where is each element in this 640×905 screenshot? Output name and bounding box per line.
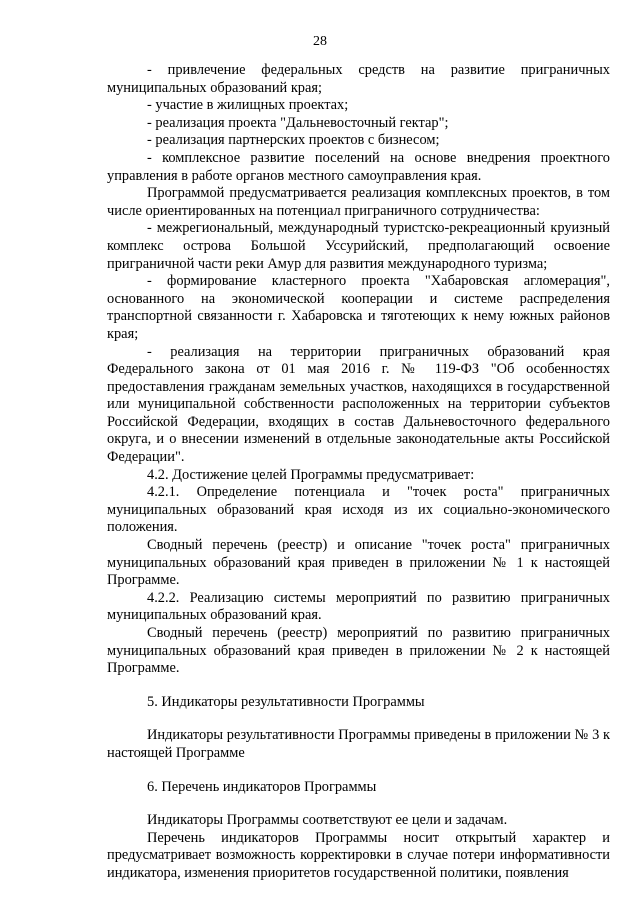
page-number: 28 <box>313 34 327 49</box>
paragraph: - реализация проекта "Дальневосточный гектар"; <box>147 114 449 131</box>
section-5-text: Индикаторы результативности Программы приведены в приложении № 3 к настоящей Программе <box>107 727 610 761</box>
paragraph: - формирование кластерного проекта "Хабаровская агломерация", основанного на экономической кооперации и системе распределения транспортной связанности г. Хабаровска и тяготеющих к нему южных районов края; <box>107 273 610 342</box>
paragraph: - реализация на территории приграничных образований края Федерального закона от 01 мая 2016 г. № 119-ФЗ "Об особенностях предоставления гражданам земельных участков, находящихся в государственной или муниципальной собственности расположенных на территории субъектов Российской Федерации, входящих в состав Дальневосточного федерального округа, и о внесении изменений в отдельные законодательные акты Российской Федерации". <box>107 343 610 466</box>
paragraph: - реализация партнерских проектов с бизнесом; <box>147 132 440 149</box>
document-body <box>107 62 610 883</box>
paragraph: 4.2.2. Реализацию системы мероприятий по развитию приграничных муниципальных образований края. <box>107 589 610 624</box>
section-5-heading: 5. Индикаторы результативности Программы <box>147 693 425 710</box>
paragraph: Сводный перечень (реестр) и описание "точек роста" приграничных муниципальных образований края приведен в приложении № 1 к настоящей Программе. <box>107 537 610 589</box>
section-6-paragraph: Перечень индикаторов Программы носит открытый характер и предусматривает возможность корректировки в случае потери информативности индикатора, изменения приоритетов государственной политики, появления <box>107 829 610 881</box>
section-6-paragraph: Индикаторы Программы соответствуют ее цели и задачам. <box>147 812 508 829</box>
section-6-heading: 6. Перечень индикаторов Программы <box>147 778 377 795</box>
paragraph: - привлечение федеральных средств на развитие приграничных муниципальных образований края; <box>107 62 610 96</box>
paragraph: - комплексное развитие поселений на основе внедрения проектного управления в работе органов местного самоуправления края. <box>107 149 610 184</box>
paragraph: - участие в жилищных проектах; <box>147 97 349 114</box>
paragraph: 4.2. Достижение целей Программы предусматривает: <box>147 466 475 483</box>
paragraph: 4.2.1. Определение потенциала и "точек роста" приграничных муниципальных образований края исходя из их социально-экономического положения. <box>107 484 610 536</box>
paragraph: Программой предусматривается реализация комплексных проектов, в том числе ориентированных на потенциал приграничного сотрудничества: <box>107 185 610 219</box>
paragraph: - межрегиональный, международный туристско-рекреационный круизный комплекс острова Большой Уссурийский, предполагающий освоение приграничной части реки Амур для развития международного туризма; <box>107 220 610 272</box>
paragraph: Сводный перечень (реестр) мероприятий по развитию приграничных муниципальных образований края приведен в приложении № 2 к настоящей Программе. <box>107 625 610 677</box>
